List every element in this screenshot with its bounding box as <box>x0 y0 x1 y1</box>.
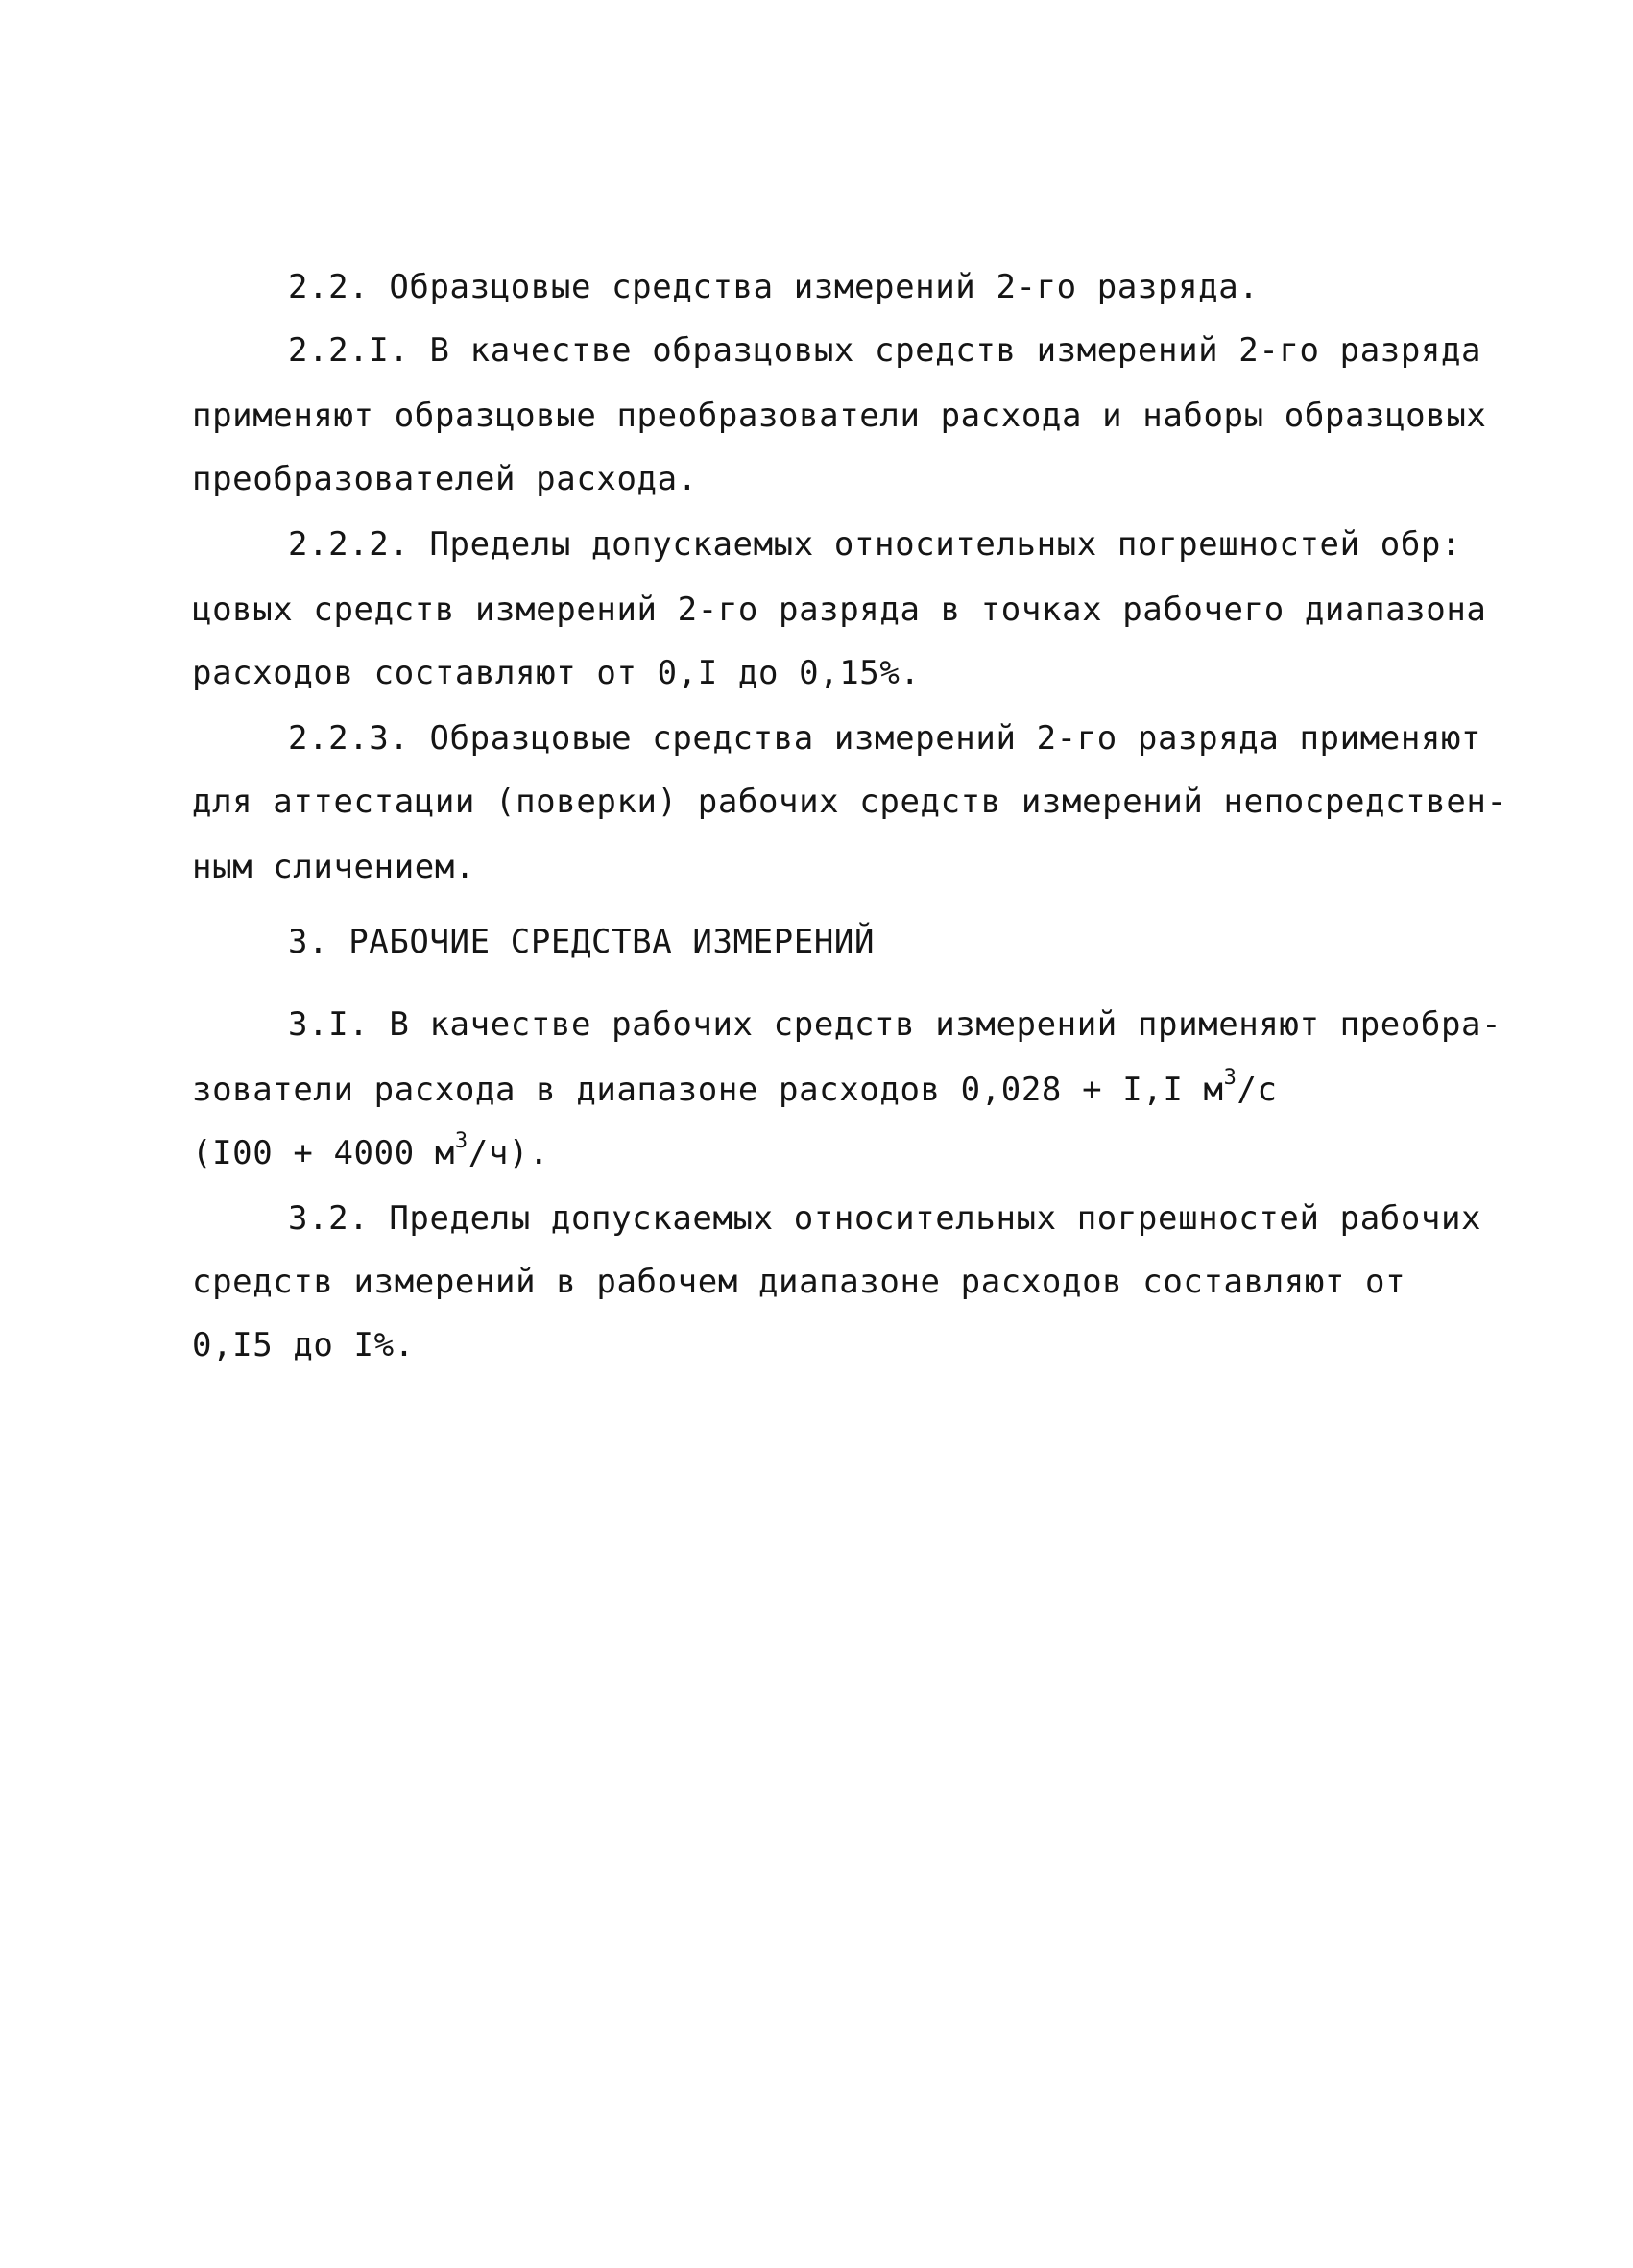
paragraph-2-2-3-line-3: ным сличением. <box>192 848 475 886</box>
paragraph-2-2-1-line-1: 2.2.I. В качестве образцовых средств измерений 2-го разряда <box>288 331 1482 370</box>
paragraph-2-2-2-line-2: цовых средств измерений 2-го разряда в точках рабочего диапазона <box>192 591 1487 629</box>
paragraph-3-1-line-2 <box>192 1066 1278 1109</box>
paragraph-3-1-line-3 <box>192 1129 550 1172</box>
paragraph-2-2-2-line-3: расходов составляют от 0,I до 0,15%. <box>192 654 921 692</box>
section-2-2-heading: 2.2. Образцовые средства измерений 2-го разряда. <box>288 268 1260 306</box>
paragraph-3-1-line-2-superscript: 3 <box>1223 1066 1237 1090</box>
paragraph-2-2-3-line-2: для аттестации (поверки) рабочих средств измерений непосредствен- <box>192 783 1507 821</box>
paragraph-3-1-line-3-text: (I00 + 4000 м <box>192 1134 455 1172</box>
paragraph-3-1-line-3-unit: /ч). <box>468 1134 550 1172</box>
paragraph-3-1-line-1: 3.I. В качестве рабочих средств измерений применяют преобра- <box>288 1005 1502 1044</box>
paragraph-3-2-line-2: средств измерений в рабочем диапазоне расходов составляют от <box>192 1263 1406 1301</box>
paragraph-2-2-1-line-3: преобразователей расхода. <box>192 460 698 498</box>
paragraph-2-2-3-line-1: 2.2.3. Образцовые средства измерений 2-го разряда применяют <box>288 719 1482 758</box>
paragraph-3-1-line-3-superscript: 3 <box>454 1129 468 1153</box>
paragraph-3-1-line-2-text: зователи расхода в диапазоне расходов 0,028 + I,I м <box>192 1071 1224 1109</box>
paragraph-3-2-line-1: 3.2. Пределы допускаемых относительных погрешностей рабочих <box>288 1199 1482 1238</box>
paragraph-3-2-line-3: 0,I5 до I%. <box>192 1326 415 1364</box>
paragraph-2-2-1-line-2: применяют образцовые преобразователи расхода и наборы образцовых <box>192 397 1487 435</box>
section-3-heading: 3. РАБОЧИЕ СРЕДСТВА ИЗМЕРЕНИЙ <box>288 923 876 961</box>
paragraph-2-2-2-line-1: 2.2.2. Пределы допускаемых относительных погрешностей обр: <box>288 525 1462 564</box>
paragraph-3-1-line-2-unit: /с <box>1237 1071 1278 1109</box>
